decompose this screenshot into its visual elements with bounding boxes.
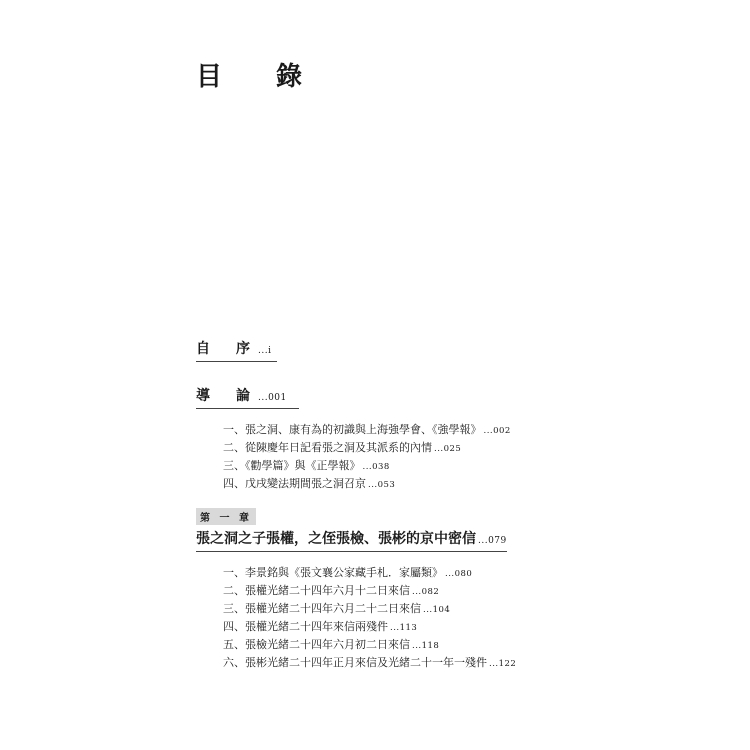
toc-entry-title: 二、張權光緒二十四年六月十二日來信 (223, 584, 410, 597)
intro-heading[interactable] (196, 385, 287, 409)
toc-entry-page: ...122 (489, 659, 517, 669)
toc-entry-page: ...053 (368, 480, 396, 490)
chapter1-title: 張之洞之子張權，之侄張檢、張彬的京中密信 (196, 531, 476, 547)
toc-entry-page: ...025 (434, 444, 462, 454)
toc-entry-page: ...118 (412, 641, 440, 651)
toc-entry-title: 三、《勸學篇》與《正學報》 (223, 459, 361, 472)
preface-rule (196, 361, 277, 362)
toc-entry[interactable] (223, 618, 516, 636)
toc-entry-title: 六、張彬光緒二十四年正月來信及光緒二十一年一殘件 (223, 656, 487, 669)
toc-entry-page: ...002 (483, 426, 511, 436)
chapter-badge: 第 一 章 (196, 508, 256, 525)
toc-entry-page: ...080 (445, 569, 473, 579)
toc-entry-title: 五、張檢光緒二十四年六月初二日來信 (223, 638, 410, 651)
toc-entry-page: ...038 (362, 462, 390, 472)
toc-entry[interactable] (223, 421, 511, 439)
toc-entry[interactable] (223, 582, 516, 600)
toc-entry[interactable] (223, 457, 511, 475)
chapter1-items (196, 564, 516, 672)
preface-label: 自 序 (196, 341, 256, 357)
intro-label: 導 論 (196, 388, 256, 404)
preface-heading[interactable] (196, 338, 271, 362)
toc-entry[interactable] (223, 564, 516, 582)
intro-page: ...001 (258, 393, 287, 403)
toc-entry-title: 二、從陳慶年日記看張之洞及其派系的內情 (223, 441, 432, 454)
toc-entry-title: 一、李景銘與《張文襄公家藏手札．家屬類》 (223, 566, 443, 579)
toc-entry-title: 四、戊戌變法期間張之洞召京 (223, 477, 366, 490)
toc-entry-page: ...082 (412, 587, 440, 597)
toc-entry[interactable] (223, 439, 511, 457)
chapter1-rule (196, 551, 507, 552)
chapter1-page: ...079 (478, 536, 507, 546)
chapter1-heading[interactable] (196, 528, 507, 552)
toc-entry-title: 三、張權光緒二十四年六月二十二日來信 (223, 602, 421, 615)
toc-entry-title: 一、張之洞、康有為的初識與上海強學會、《強學報》 (223, 423, 482, 436)
preface-page: ...i (258, 346, 272, 356)
toc-entry[interactable] (223, 636, 516, 654)
page-title: 目 錄 (196, 62, 317, 92)
toc-entry[interactable] (223, 475, 511, 493)
intro-items (196, 421, 511, 493)
intro-section (196, 385, 511, 493)
toc-entry[interactable] (223, 654, 516, 672)
chapter1-section (196, 506, 516, 672)
toc-entry-page: ...104 (423, 605, 451, 615)
toc-entry-page: ...113 (390, 623, 418, 633)
preface-section (196, 338, 271, 362)
intro-rule (196, 408, 299, 409)
toc-entry[interactable] (223, 600, 516, 618)
toc-entry-title: 四、張權光緒二十四年來信兩殘件 (223, 620, 388, 633)
